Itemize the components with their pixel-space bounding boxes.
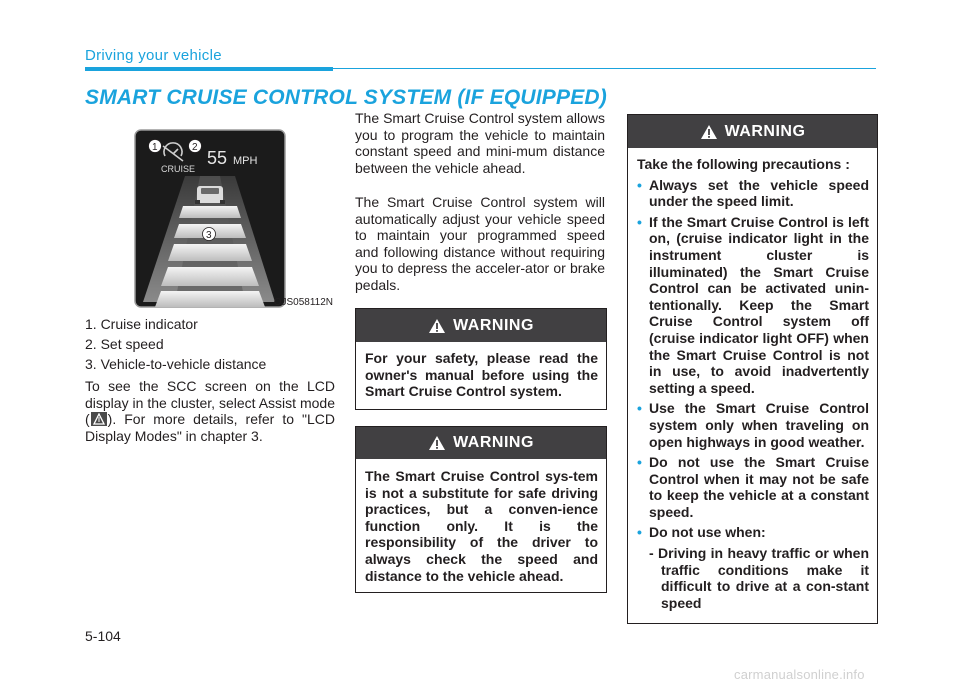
svg-text:3: 3 — [206, 230, 212, 241]
speed-unit: MPH — [233, 155, 258, 167]
sub-list-item: - Driving in heavy traffic or when traffic conditions make it difficult to drive at a con-stant speed — [649, 545, 869, 611]
distance-bar — [161, 267, 259, 286]
legend-item: 2. Set speed — [85, 336, 164, 352]
header-rule — [333, 68, 876, 69]
legend-item: 1. Cruise indicator — [85, 316, 198, 332]
warning-box — [355, 308, 607, 410]
distance-bar — [179, 206, 241, 218]
watermark: carmanualsonline.info — [734, 667, 865, 682]
assist-mode-icon — [91, 412, 107, 426]
lead-vehicle-icon — [195, 186, 225, 204]
legend-item: 3. Vehicle-to-vehicle distance — [85, 356, 267, 372]
section-title: Driving your vehicle — [85, 47, 222, 64]
warning-text: For your safety, please read the owner's manual before using the Smart Cruise Control system. — [365, 350, 598, 400]
distance-bar — [168, 244, 252, 261]
warning-box — [355, 426, 607, 593]
warning-header: WARNING — [356, 427, 606, 459]
list-item: • Do not use when: — [637, 524, 766, 541]
list-item: • Use the Smart Cruise Control system only when traveling on open highways in good weather. — [637, 400, 869, 450]
list-item: • Do not use the Smart Cruise Control when it may not be safe to keep the vehicle at a constant speed. — [637, 454, 869, 520]
figure-code: OJS058112N — [273, 297, 333, 308]
svg-text:1: 1 — [152, 142, 158, 153]
warning-header: WARNING — [356, 309, 606, 342]
cluster-illustration — [85, 116, 333, 309]
list-item: • If the Smart Cruise Control is left on, (cruise indicator light in the instrument cluster is illuminated) the Smart Cruise Control can be activated unin-tentionally. Keep the Smart Cruise Control system off (cruise indicator light OFF) when the Smart Cruise Control is not in use, to avoid inadvertently setting a speed. — [637, 213, 869, 396]
svg-text:2: 2 — [192, 142, 198, 153]
list-item: • Always set the vehicle speed under the speed limit. — [637, 176, 869, 210]
figure-legend — [85, 314, 335, 374]
cruise-label: CRUISE — [161, 164, 196, 174]
assist-mode-paragraph: To see the SCC screen on the LCD display in the cluster, select Assist mode ( ). For more details, refer to "LCD Display Modes" in chapter 3. — [85, 378, 335, 444]
warning-triangle-icon — [700, 124, 718, 140]
page-title: SMART CRUISE CONTROL SYSTEM (IF EQUIPPED) — [85, 86, 607, 109]
precaution-list — [637, 177, 869, 541]
warning-triangle-icon — [428, 435, 446, 451]
warning-box — [627, 114, 878, 624]
cluster-display-figure — [85, 116, 333, 309]
set-speed-value: 55 — [207, 148, 228, 168]
warning-header: WARNING — [628, 115, 877, 148]
warning-intro: Take the following precautions : — [637, 156, 850, 172]
scc-description-paragraph: The Smart Cruise Control system allows you to program the vehicle to maintain constant speed and mini-mum distance between the vehicle ahead. — [355, 110, 605, 176]
warning-triangle-icon — [428, 318, 446, 334]
page-number: 5-104 — [85, 628, 121, 644]
header-accent-bar — [85, 67, 333, 71]
warning-text: The Smart Cruise Control sys-tem is not a substitute for safe driving practices, but a conven-ience function only. It is the responsibility of the driver to always check the speed and distance to the vehicle ahead. — [365, 468, 598, 584]
warning-text — [628, 148, 877, 611]
scc-function-paragraph: The Smart Cruise Control system will automatically adjust your vehicle speed to maintain your programmed speed and following distance without requiring you to depress the acceler-ator or brake pedals. — [355, 194, 605, 293]
